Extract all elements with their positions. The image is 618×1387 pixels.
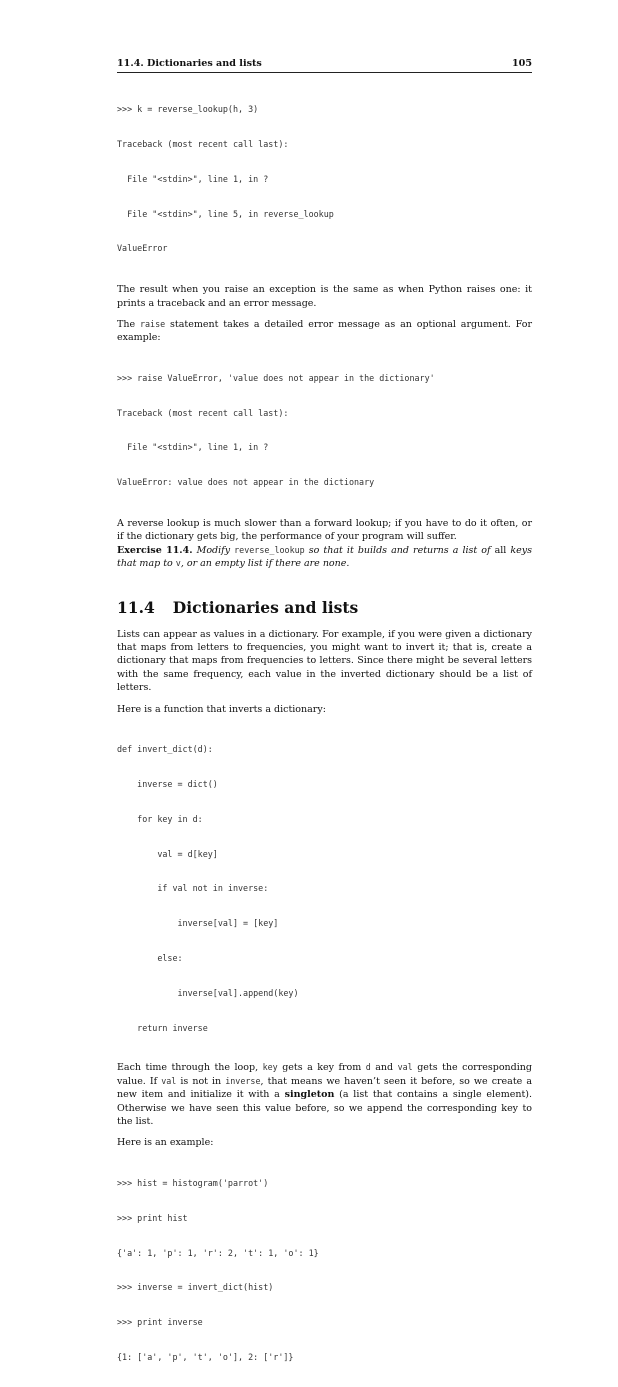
code-line: Traceback (most recent call last): (117, 138, 289, 149)
code-line: >>> hist = histogram('parrot') (117, 1177, 269, 1188)
code-line: for key in d: (117, 813, 203, 824)
code-line: inverse[val].append(key) (117, 987, 299, 998)
code-line: if val not in inverse: (117, 883, 269, 894)
code-block-traceback (117, 81, 532, 278)
running-head-section: 11.4. Dictionaries and lists (117, 58, 262, 69)
code-line: >>> print hist (117, 1212, 188, 1223)
code-line: Traceback (most recent call last): (117, 407, 289, 418)
code-line: File "<stdin>", line 1, in ? (117, 442, 269, 453)
inline-code: inverse (225, 1075, 261, 1086)
code-line: else: (117, 952, 183, 963)
inline-code: val (161, 1075, 177, 1086)
code-line: def invert_dict(d): (117, 744, 213, 755)
code-line: >>> inverse = invert_dict(hist) (117, 1282, 274, 1293)
paragraph-lists-in-dicts: Lists can appear as values in a dictionary. For example, if you were given a dictionary that maps from letters to frequencies, you might want to invert it; that is, create a dictionary that maps from frequencies to letters. Since there might be several letters with the same frequency, each value in the inverted dictionary should be a list of letters. (117, 628, 532, 694)
inline-code: reverse_lookup (234, 544, 305, 555)
code-line: >>> k = reverse_lookup(h, 3) (117, 104, 259, 115)
inline-code: raise (139, 318, 166, 329)
code-line: ValueError (117, 243, 168, 254)
code-block-example (117, 1155, 532, 1387)
exercise-label: Exercise 11.4. (117, 544, 193, 556)
paragraph-raise-statement: The raise statement takes a detailed error message as an optional argument. For example: (117, 318, 532, 344)
code-line: ValueError: value does not appear in the dictionary (117, 477, 375, 488)
inline-code: val (397, 1062, 413, 1073)
code-block-invert-dict (117, 721, 532, 1057)
paragraph-function-intro: Here is a function that inverts a dictionary: (117, 703, 326, 715)
code-line: {'a': 1, 'p': 1, 'r': 2, 't': 1, 'o': 1} (117, 1247, 319, 1258)
code-line: {1: ['a', 'p', 't', 'o'], 2: ['r']} (117, 1351, 294, 1362)
inline-code: v (175, 558, 181, 569)
code-line: >>> raise ValueError, 'value does not appear in the dictionary' (117, 372, 435, 383)
code-line: return inverse (117, 1022, 208, 1033)
code-line: val = d[key] (117, 848, 218, 859)
inline-code: key (262, 1062, 278, 1073)
inline-code: d (365, 1062, 371, 1073)
paragraph-example-intro: Here is an example: (117, 1137, 214, 1149)
running-head (117, 58, 532, 73)
code-block-raise-example (117, 350, 532, 512)
paragraph-exception-result: The result when you raise an exception is the same as when Python raises one: it prints a traceback and an error message. (117, 284, 532, 309)
paragraph-loop-explanation: Each time through the loop, key gets a key from d and val gets the corresponding value. If val is not in inverse, that means we haven’t seen it before, so we create a new item and initialize it with a singleton (a list that contains a single element). Otherwise we have seen this value before, so we append the corresponding key to the list. (117, 1062, 532, 1127)
page (117, 58, 532, 1387)
bold-term: singleton (284, 1089, 335, 1101)
code-line: File "<stdin>", line 5, in reverse_lookup (117, 208, 334, 219)
section-heading (117, 598, 532, 617)
section-number: 11.4 (117, 597, 155, 617)
code-line: inverse = dict() (117, 779, 218, 790)
page-number: 105 (511, 58, 532, 69)
code-line: File "<stdin>", line 1, in ? (117, 173, 269, 184)
code-line: inverse[val] = [key] (117, 918, 279, 929)
paragraph-reverse-lookup-performance: A reverse lookup is much slower than a forward lookup; if you have to do it often, or if the dictionary gets big, the performance of your program will suffer. (117, 518, 532, 543)
exercise-11-4: Exercise 11.4. Modify reverse_lookup so that it builds and returns a list of all keys that map to v, or an empty list if there are none. (117, 544, 533, 570)
section-title: Dictionaries and lists (172, 597, 359, 617)
code-line: >>> print inverse (117, 1317, 203, 1328)
